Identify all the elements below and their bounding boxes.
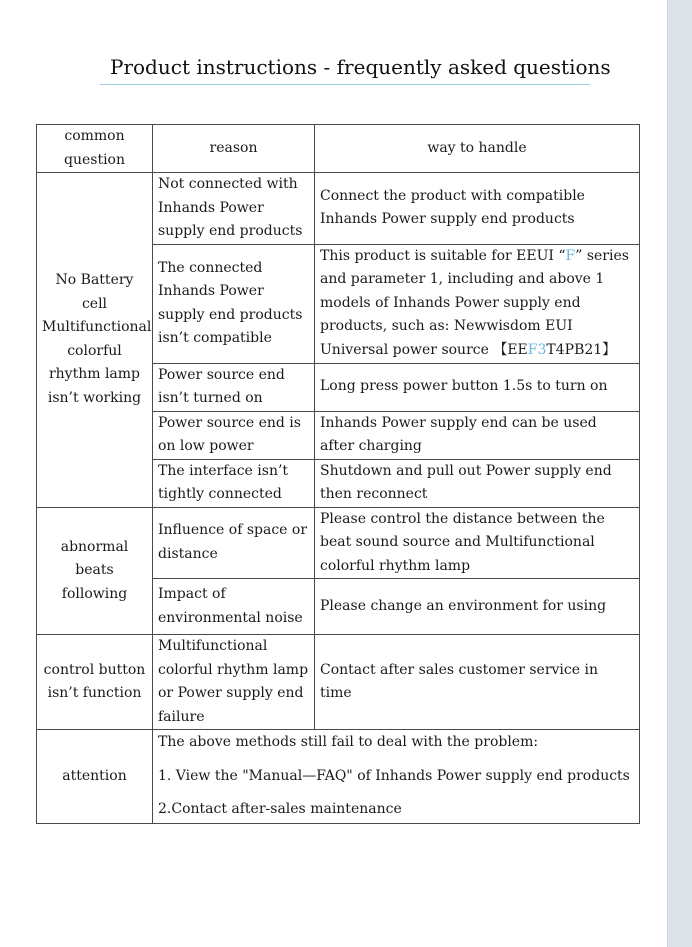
highlight-text: F3 xyxy=(527,341,547,358)
handle-cell: Inhands Power supply end can be used after charging xyxy=(315,411,640,459)
attention-line: The above methods still fail to deal with the problem: xyxy=(158,734,539,751)
title-text: Product instructions - frequently asked questions xyxy=(110,55,611,79)
reason-cell: Multifunctional colorful rhythm lamp or Power supply end failure xyxy=(153,635,315,730)
handle-text-e: T4PB21】 xyxy=(546,341,617,358)
question-cell: No Battery cell Multifunctional colorful rhythm lamp isn’t working xyxy=(37,173,153,508)
handle-text-c: ” series and parameter 1, including and above 1 models of Inhands Power supply end products, such as: Newwisdom EUI Universal power source 【EE xyxy=(320,247,629,358)
scrollbar[interactable] xyxy=(667,0,692,947)
reason-cell: Impact of environmental noise xyxy=(153,579,315,635)
handle-cell: Connect the product with compatible Inhands Power supply end products xyxy=(315,173,640,245)
reason-cell: Not connected with Inhands Power supply end products xyxy=(153,173,315,245)
reason-cell: Power source end isn’t turned on xyxy=(153,363,315,411)
handle-cell: Please change an environment for using xyxy=(315,579,640,635)
attention-line: 2.Contact after-sales maintenance xyxy=(158,801,402,818)
attention-cell xyxy=(153,730,640,824)
reason-cell: The interface isn’t tightly connected xyxy=(153,459,315,507)
table-header-row xyxy=(37,125,640,173)
table-row xyxy=(37,173,640,245)
table-row xyxy=(37,635,640,730)
faq-table xyxy=(36,124,640,824)
handle-cell: Contact after sales customer service in time xyxy=(315,635,640,730)
attention-line: 1. View the "Manual—FAQ" of Inhands Power supply end products xyxy=(158,767,630,784)
page-title xyxy=(100,50,611,85)
handle-cell: Long press power button 1.5s to turn on xyxy=(315,363,640,411)
handle-cell xyxy=(315,244,640,363)
handle-cell: Please control the distance between the beat sound source and Multifunctional colorful rhythm lamp xyxy=(315,507,640,579)
handle-cell: Shutdown and pull out Power supply end then reconnect xyxy=(315,459,640,507)
reason-cell: Power source end is on low power xyxy=(153,411,315,459)
header-handle: way to handle xyxy=(315,125,640,173)
table-row xyxy=(37,730,640,824)
question-cell: abnormal beats following xyxy=(37,507,153,635)
reason-cell: Influence of space or distance xyxy=(153,507,315,579)
handle-text-a: This product is suitable for EEUI “ xyxy=(320,247,566,264)
header-reason: reason xyxy=(153,125,315,173)
reason-cell: The connected Inhands Power supply end products isn’t compatible xyxy=(153,244,315,363)
highlight-text: F xyxy=(565,247,576,264)
table-row xyxy=(37,507,640,579)
header-question: common question xyxy=(37,125,153,173)
question-cell: control button isn’t function xyxy=(37,635,153,730)
question-cell: attention xyxy=(37,730,153,824)
